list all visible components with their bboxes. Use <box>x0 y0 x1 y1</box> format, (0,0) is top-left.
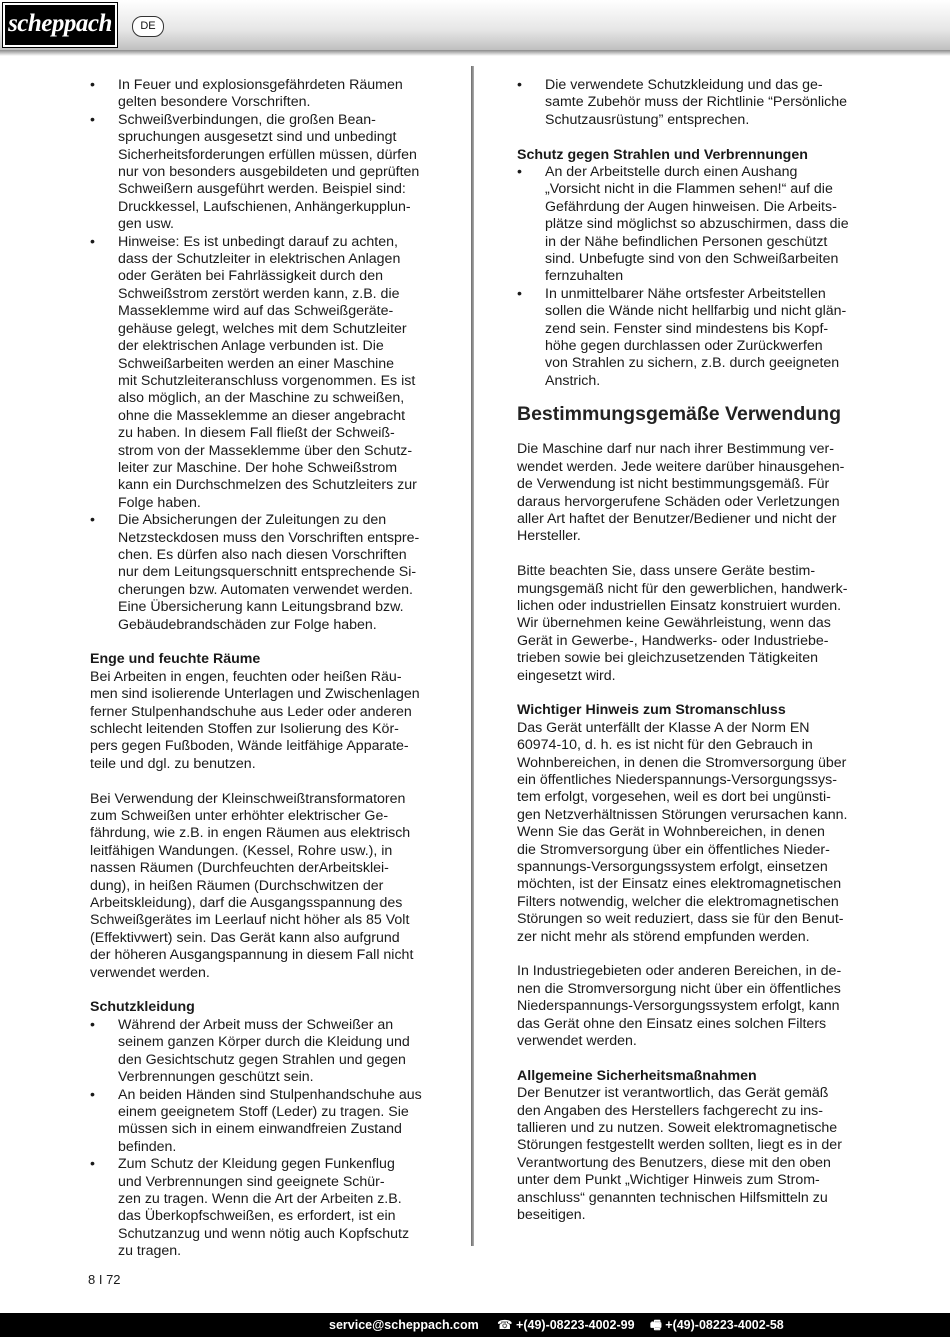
bullet-icon: • <box>90 1156 95 1173</box>
bullet-icon: • <box>517 164 522 181</box>
general-safety-paragraph: Der Benutzer ist verantwortlich, das Gerät gemäß den Angaben des Herstellers fachgerecht zu ins- tallieren und zu nutzen. Soweit elektromagnetische Störungen festgestellt werden sollten, liegt es in der Verantwortung des Benutzers, diese mit den oben unter dem Punkt „Wichtiger Hinweis zum Strom- anschluss“ genannten technischen Hilfsmitteln zu beseitigen. <box>517 1085 842 1224</box>
bullet-icon: • <box>90 1016 95 1033</box>
list-item: • An beiden Händen sind Stulpenhandschuhe aus einem geeignetem Stoff (Leder) zu tragen. Sie müssen sich in einem einwandfreien Zustand befinden. <box>90 1086 422 1155</box>
right-column <box>517 77 862 1225</box>
power-note-heading: Wichtiger Hinweis zum Stromanschluss <box>517 702 786 719</box>
phone-number: ☎ +(49)-08223-4002-99 <box>497 1318 635 1332</box>
list-item: • Während der Arbeit muss der Schweißer an seinem ganzen Körper durch die Kleidung und den Gesichtschutz gegen Strahlen und gegen Verbrennungen geschützt sein. <box>90 1016 410 1086</box>
intended-use-title: Bestimmungsgemäße Verwendung <box>517 403 841 426</box>
list-item: • Die verwendete Schutzkleidung und das ge- samte Zubehör muss der Richtlinie “Persönliche Schutzausrüstung” entsprechen. <box>517 77 848 128</box>
header-shadow <box>0 50 950 56</box>
tight-rooms-paragraph-1: Bei Arbeiten in engen, feuchten oder heißen Räu- men sind isolierende Unterlagen und Zwischenlagen ferner Stulpenhandschuhe aus Leder oder anderen schlecht leitenden Stoffen zur Isolierung des Kör- pers gegen Fußboden, Wände leitfähige Apparate- teile und dgl. zu benutzen. <box>90 668 420 772</box>
intended-use-paragraph-2: Bitte beachten Sie, dass unsere Geräte bestim- mungsgemäß nicht für den gewerblichen, handwerk- lichen oder industriellen Einsatz konstruiert wurden. Wir übernehmen keine Gewährleistung, wenn das Gerät in Gewerbe-, Handwerks- oder Industriebe- trieben sowie bei gleichzusetzenden Tätigkeiten eingesetzt wird. <box>517 563 848 684</box>
language-badge: DE <box>132 16 164 37</box>
tight-rooms-paragraph-2: Bei Verwendung der Kleinschweißtransformatoren zum Schweißen unter erhöhter elektrischer Ge- fährdung, wie z.B. in engen Räumen aus elektrisch leitfähigen Wandungen. (Kessel, Rohre usw.), in nassen Räumen (Durchfeuchten derArbeitsklei- dung), in heißen Räumen (Durchschwitzen der Arbeitskleidung), darf die Ausgangsspannung des Schweißgerätes im Leerlauf nicht höher als 85 Volt (Effektivwert) sein. Das Gerät kann also aufgrund der höheren Ausgangspannung in diesem Fall nicht verwendet werden. <box>90 790 414 981</box>
list-item: • In Feuer und explosionsgefährdeten Räumen gelten besondere Vorschriften. <box>90 77 403 111</box>
list-item: • An der Arbeitstelle durch einen Aushang „Vorsicht nicht in die Flammen sehen!“ auf die Gefährdung der Augen hinweisen. Die Arbeits- plätze sind möglichst so abzuschirmen, dass die in der Nähe befindlichen Personen geschützt sind. Unbefugte sind von den Schweißarbeiten fernzuhalten <box>517 164 849 285</box>
protective-clothing-list <box>90 1017 435 1261</box>
header-bar <box>0 0 950 50</box>
list-item: • In unmittelbarer Nähe ortsfester Arbeitstellen sollen die Wände nicht hellfarbig und nicht glän- zend sein. Fenster sind mindestens bis Kopf- höhe gegen durchlassen oder Zurückwerfen von Strahlen zu sichern, z.B. durch geeigneten Anstrich. <box>517 285 847 389</box>
power-note-paragraph-2: In Industriegebieten oder anderen Bereichen, in de- nen die Stromversorgung nicht über ein öffentliches Niederspannungs-Versorgungssystem erfolgt, kann das Gerät ohne den Einsatz eines solchen Filters verwendet werden. <box>517 963 842 1050</box>
bullet-icon: • <box>90 233 95 250</box>
bullet-icon: • <box>517 77 522 93</box>
bullet-icon: • <box>517 285 522 302</box>
list-item: • Die Absicherungen der Zuleitungen zu den Netzsteckdosen muss den Vorschriften entspre- chen. Es dürfen also nach diesen Vorschriften nur dem Leitungsquerschnitt entsprechende Si- cherungen bzw. Automaten verwendet werden. Eine Übersicherung kann Leitungsbrand bzw. Gebäudebrandschäden zur Folge haben. <box>90 512 420 633</box>
list-item: • Schweißverbindungen, die großen Bean- spruchungen ausgesetzt sind und unbedingt Sicherheitsforderungen erfüllen müssen, dürfen nur von besonders ausgebildeten und geprüften Schweißern ausgeführt werden. Beispiel sind: Druckkessel, Laufschienen, Anhängerkupplun- gen usw. <box>90 111 420 233</box>
intended-use-paragraph-1: Die Maschine darf nur nach ihrer Bestimmung ver- wendet werden. Jede weitere darüber hinausgehen- de Verwendung ist nicht bestimmungsgemäß. Für daraus hervorgerufene Schäden oder Verletzungen aller Art haftet der Benutzer/Bediener und nicht der Hersteller. <box>517 441 845 545</box>
service-email-link[interactable]: service@scheppach.com <box>329 1318 479 1332</box>
radiation-heading: Schutz gegen Strahlen und Verbrennungen <box>517 146 808 163</box>
bullet-icon: • <box>90 1086 95 1103</box>
bullet-icon: • <box>90 77 95 93</box>
bullet-icon: • <box>90 512 95 529</box>
bullet-icon: • <box>90 111 95 128</box>
tight-rooms-heading: Enge und feuchte Räume <box>90 651 261 668</box>
column-divider <box>471 66 474 1246</box>
page-number: 8 I 72 <box>88 1272 121 1287</box>
intro-bullet-list <box>90 77 435 634</box>
footer-bar <box>0 1313 950 1337</box>
top-bullet-list <box>517 77 862 129</box>
general-safety-heading: Allgemeine Sicherheitsmaßnahmen <box>517 1067 757 1084</box>
radiation-list <box>517 164 862 390</box>
left-column <box>90 77 435 1261</box>
scheppach-logo: scheppach <box>3 3 117 47</box>
fax-number: 🖷 +(49)-08223-4002-58 <box>650 1318 784 1332</box>
power-note-paragraph-1: Das Gerät unterfällt der Klasse A der Norm EN 60974-10, d. h. es ist nicht für den Gebrauch in Wohnbereichen, in denen die Stromversorgung über ein öffentliches Niederspannungs-Versorgungssys- tem erfolgt, vorgesehen, weil es dort bei ungünsti- gen Netzverhältnissen Störungen verursachen kann. Wenn Sie das Gerät in Wohnbereichen, in denen die Stromversorgung über ein öffentliches Nieder- spannungs-Versorgungssystem erfolgt, einsetzen möchten, ist der Einsatz eines elektromagnetischen Filters notwendig, welcher die elektromagnetischen Störungen so weit reduziert, dass sie für den Benut- zer nicht mehr als störend empfunden werden. <box>517 719 848 945</box>
list-item: • Hinweise: Es ist unbedingt darauf zu achten, dass der Schutzleiter in elektrischen Anlagen oder Geräten bei Fahrlässigkeit durch den Schweißstrom zerstört werden kann, z.B. die Masseklemme wird auf das Schweißgeräte- gehäuse gelegt, welches mit dem Schutzleiter der elektrischen Anlage verbunden ist. Die Schweißarbeiten werden an einer Maschine mit Schutzleiteranschluss vorgenommen. Es ist also möglich, an der Maschine zu schweißen, ohne die Masseklemme an dieser angebracht zu haben. In diesem Fall fließt der Schweiß- strom von der Masseklemme über den Schutz- leiter zur Maschine. Der hohe Schweißstrom kann ein Durchschmelzen des Schutzleiters zur Folge haben. <box>90 233 417 511</box>
list-item: • Zum Schutz der Kleidung gegen Funkenflug und Verbrennungen sind geeignete Schür- zen zu tragen. Wenn die Art der Arbeiten z.B. das Überkopfschweißen, es erfordert, ist ein Schutzanzug und wenn nötig auch Kopfschutz zu tragen. <box>90 1156 410 1260</box>
protective-clothing-heading: Schutzkleidung <box>90 999 195 1016</box>
